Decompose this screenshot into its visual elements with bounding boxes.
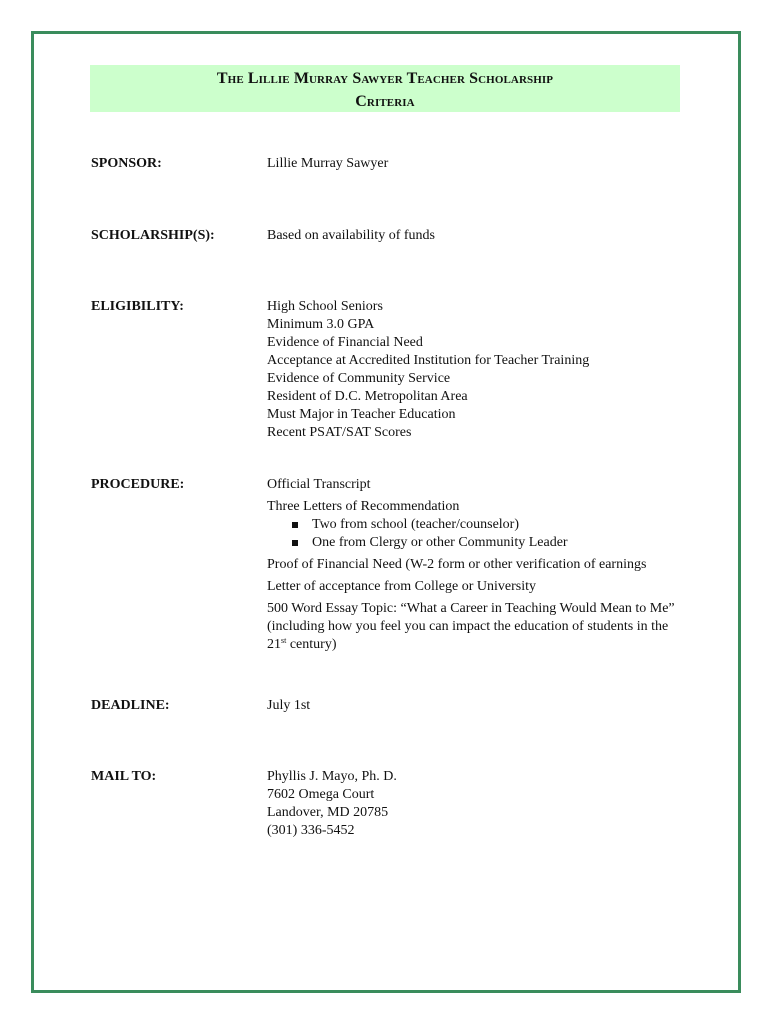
- title-line-1: The Lillie Murray Sawyer Teacher Scholarship: [216, 70, 554, 87]
- address-line: 7602 Omega Court: [267, 787, 375, 802]
- procedure-letters: Three Letters of Recommendation: [267, 499, 460, 514]
- title-banner: [90, 65, 680, 112]
- procedure-transcript: Official Transcript: [267, 477, 371, 492]
- procedure-acceptance: Letter of acceptance from College or University: [267, 579, 536, 594]
- letter-bullets: [267, 516, 687, 552]
- procedure-financial: Proof of Financial Need (W-2 form or other verification of earnings: [267, 557, 647, 572]
- address-line: Phyllis J. Mayo, Ph. D.: [267, 769, 397, 784]
- list-item: Resident of D.C. Metropolitan Area: [267, 389, 468, 404]
- procedure-label: PROCEDURE:: [91, 477, 185, 492]
- list-item: Acceptance at Accredited Institution for Teacher Training: [267, 353, 590, 368]
- list-item: High School Seniors: [267, 299, 383, 314]
- sponsor-value: Lillie Murray Sawyer: [267, 156, 389, 171]
- list-item: Evidence of Financial Need: [267, 335, 423, 350]
- sponsor-label: SPONSOR:: [91, 156, 162, 171]
- address-line: (301) 336-5452: [267, 823, 355, 838]
- eligibility-list: [267, 298, 687, 442]
- list-item: Recent PSAT/SAT Scores: [267, 425, 412, 440]
- address-line: Landover, MD 20785: [267, 805, 389, 820]
- mail-to-label: MAIL TO:: [91, 769, 157, 784]
- title-line-2: Criteria: [355, 93, 415, 110]
- list-item: One from Clergy or other Community Leader: [267, 534, 687, 552]
- scholarships-label: SCHOLARSHIP(S):: [91, 228, 215, 243]
- deadline-label: DEADLINE:: [91, 698, 170, 713]
- list-item: Must Major in Teacher Education: [267, 407, 456, 422]
- procedure-list: [267, 476, 687, 654]
- scholarships-value: Based on availability of funds: [267, 228, 435, 243]
- list-item: Evidence of Community Service: [267, 371, 451, 386]
- mail-to-address: [267, 768, 687, 840]
- bullet-square-icon: [292, 540, 298, 546]
- procedure-essay: 500 Word Essay Topic: “What a Career in Teaching Would Mean to Me” (including how you feel you can impact the education of students in the 21st century): [267, 601, 675, 652]
- bullet-square-icon: [292, 522, 298, 528]
- eligibility-label: ELIGIBILITY:: [91, 299, 184, 314]
- list-item: Minimum 3.0 GPA: [267, 317, 375, 332]
- deadline-value: July 1st: [267, 698, 311, 713]
- list-item: Two from school (teacher/counselor): [267, 516, 687, 534]
